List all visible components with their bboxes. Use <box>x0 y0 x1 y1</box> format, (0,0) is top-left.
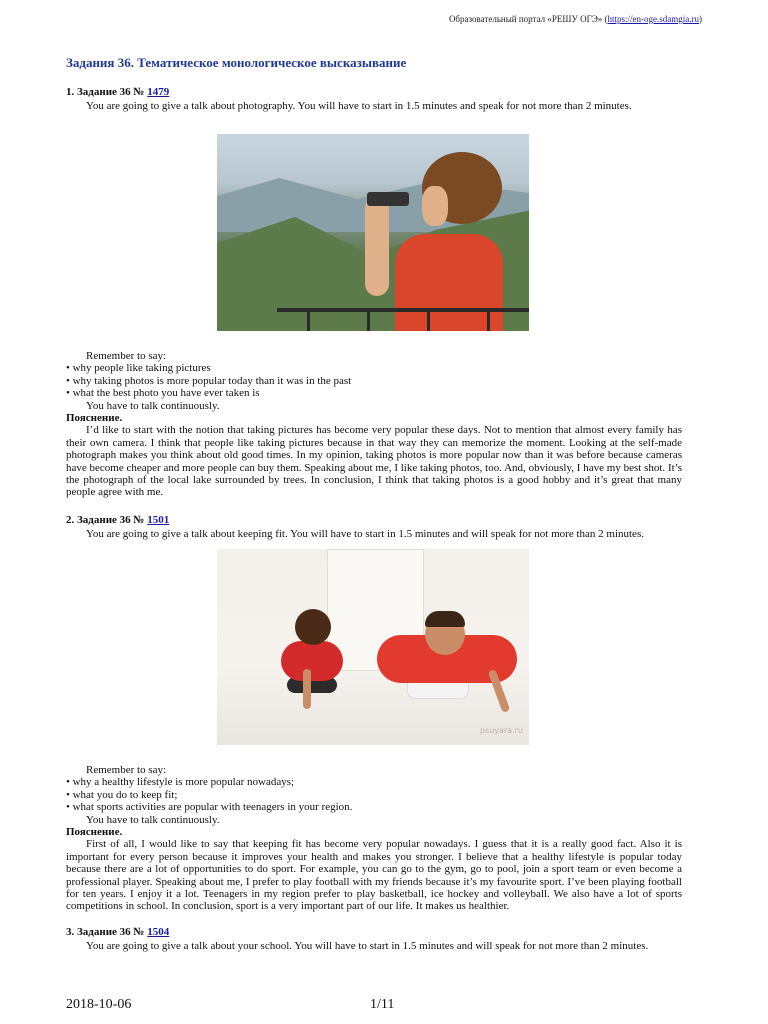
explanation-text: First of all, I would like to say that keeping fit has become very popular nowadays. I guess that it is a really good fact. Also it is important for every person because it improves your health and makes you stronger. I believe that a healthy lifestyle is popular today because there are a lot of opportunities to do sport. For example, you can go to the gym, go to pool, join a sport team or even become a professional player. Speaking about me, I prefer to play football with my friends because it’s my favourite sport. I’ve been playing football for ten years. I enjoy it a lot. Teenagers in my region prefer to play basketball, ice hockey and volleyball. We also have a lot of sports competitions in school. In conclusion, sport is a very important part of our life. It makes us healthier. <box>66 838 682 913</box>
task-number-link[interactable]: 1479 <box>147 86 170 98</box>
header-text: Образовательный портал «РЕШУ ОГЭ» ( <box>448 14 608 24</box>
task-number-link[interactable]: 1504 <box>147 926 170 938</box>
railing-post <box>427 308 430 331</box>
railing-post <box>367 308 370 331</box>
continuous-note: You have to talk continuously. <box>86 813 220 826</box>
task-heading-text: 2. Задание 36 № <box>66 514 145 526</box>
task-heading-text: 3. Задание 36 № <box>66 926 145 938</box>
task-prompt: You are going to give a talk about keeping fit. You will have to start in 1.5 minutes and will speak for not more than 2 minutes. <box>86 528 644 541</box>
footer-page-number: 1/11 <box>370 997 395 1012</box>
explanation-label: Пояснение. <box>66 826 123 839</box>
explanation-text: I’d like to start with the notion that taking pictures has become very popular these days. Not to mention that almost every family has their own camera. I think that people like taking pictures because in that way they can memorize the moment. Looking at the self-made photograph makes you think about old good times. In my opinion, taking photos is more popular now than it was before because cameras have become cheaper and more people can buy them. Speaking about me, I like taking photos, too. And, obviously, I have my best shot. It’s the photograph of the local lake surrounded by trees. In conclusion, I think that taking photos is a good hobby and it’s great that many people agree with me. <box>66 424 682 499</box>
remember-label: Remember to say: <box>86 350 167 362</box>
photo-watermark: psuyara.ru <box>479 726 523 735</box>
remember-label: Remember to say: <box>86 764 167 776</box>
task-2-body <box>66 764 682 913</box>
woman-arm <box>365 196 389 296</box>
bullet-item: • what the best photo you have ever taken is <box>66 387 260 400</box>
bullet-item: • what sports activities are popular with teenagers in your region. <box>66 801 353 814</box>
railing <box>277 308 529 312</box>
site-link[interactable]: https://en-oge.sdamgia.ru <box>607 14 699 24</box>
page-header <box>449 14 702 24</box>
task-heading <box>66 926 682 938</box>
task-3-header <box>66 926 682 953</box>
continuous-note: You have to talk continuously. <box>86 399 220 412</box>
woman-arm <box>303 669 311 709</box>
fitness-photo <box>217 549 529 745</box>
camera-icon <box>367 192 409 206</box>
page-title: Задания 36. Тематическое монологическое высказывание <box>66 55 407 70</box>
task-1-header <box>66 86 682 113</box>
railing-post <box>307 308 310 331</box>
photography-photo <box>217 134 529 331</box>
task-prompt: You are going to give a talk about photography. You will have to start in 1.5 minutes and speak for not more than 2 minutes. <box>86 100 632 113</box>
task-1-body <box>66 350 682 499</box>
woman-figure <box>281 641 343 681</box>
task-heading <box>66 86 682 98</box>
bullet-item: • why a healthy lifestyle is more popular nowadays; <box>66 776 295 789</box>
task-heading-text: 1. Задание 36 № <box>66 86 145 98</box>
railing-post <box>487 308 490 331</box>
bullet-item: • what you do to keep fit; <box>66 788 178 801</box>
bullet-item: • why taking photos is more popular today than it was in the past <box>66 374 352 387</box>
footer-date: 2018-10-06 <box>66 997 132 1012</box>
task-2-header <box>66 514 682 541</box>
woman-face <box>422 186 448 226</box>
task-heading <box>66 514 682 526</box>
task-prompt: You are going to give a talk about your school. You will have to start in 1.5 minutes and will speak for not more than 2 minutes. <box>86 940 649 953</box>
task-number-link[interactable]: 1501 <box>147 514 170 526</box>
woman-head <box>295 609 331 645</box>
man-hair <box>425 611 465 627</box>
bullet-item: • why people like taking pictures <box>66 362 211 375</box>
header-close: ) <box>699 14 702 24</box>
explanation-label: Пояснение. <box>66 412 123 425</box>
